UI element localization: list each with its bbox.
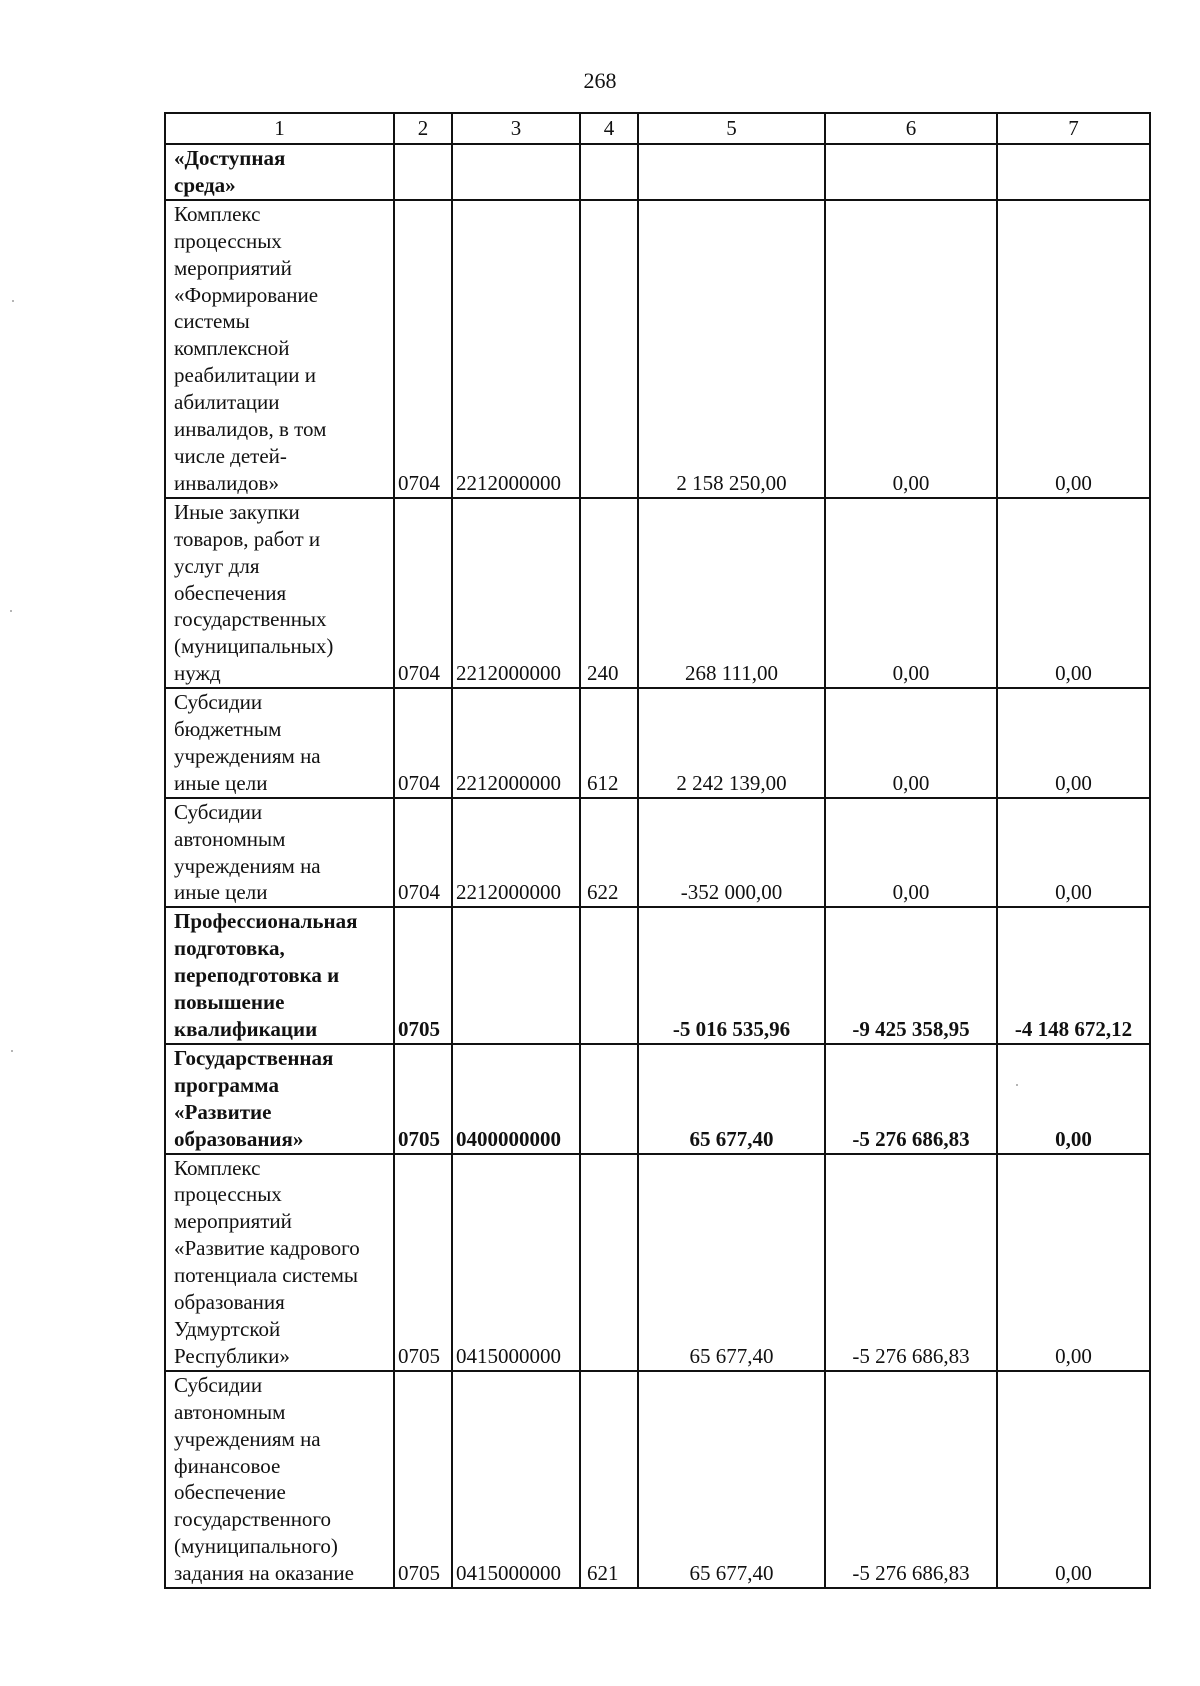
column-number-row: [165, 113, 1150, 144]
expense-type-cell: 240: [580, 498, 638, 688]
amount-col7-cell: 0,00: [997, 798, 1150, 908]
amount-col6-cell: [825, 144, 997, 200]
section-code-cell: 0705: [394, 1044, 452, 1154]
item-name-line: программа: [174, 1072, 279, 1097]
item-name-cell: [165, 144, 394, 200]
column-number-4: 4: [580, 113, 638, 144]
amount-col7-cell: -4 148 672,12: [997, 907, 1150, 1044]
amount-col7-cell: 0,00: [997, 200, 1150, 498]
item-name-line: системы: [174, 309, 250, 334]
expense-type-cell: 612: [580, 688, 638, 798]
item-name-line: учреждениям на: [174, 853, 321, 878]
item-name-line: обеспечения: [174, 580, 287, 605]
amount-col5-cell: 2 158 250,00: [638, 200, 825, 498]
item-name-cell: [165, 1371, 394, 1588]
item-name-line: товаров, работ и: [174, 526, 321, 551]
table-row: [165, 907, 1150, 1044]
scan-artifact-dot: [1016, 1084, 1018, 1086]
item-name-line: числе детей-: [174, 443, 287, 468]
item-name-line: «Формирование: [174, 282, 319, 307]
amount-col5-cell: 65 677,40: [638, 1044, 825, 1154]
item-name-cell: [165, 200, 394, 498]
amount-col5-cell: 65 677,40: [638, 1154, 825, 1371]
section-code-cell: 0704: [394, 688, 452, 798]
expense-type-cell: [580, 200, 638, 498]
item-name-line: мероприятий: [174, 1209, 292, 1234]
column-number-7: 7: [997, 113, 1150, 144]
item-name-line: Субсидии: [174, 1372, 263, 1397]
item-name-line: иные цели: [174, 770, 268, 795]
item-name-line: (муниципальных): [174, 634, 334, 659]
item-name-line: учреждениям на: [174, 1426, 321, 1451]
amount-col6-cell: 0,00: [825, 798, 997, 908]
section-code-cell: [394, 144, 452, 200]
item-name-cell: [165, 1044, 394, 1154]
scan-artifact-dot: [11, 1050, 13, 1052]
item-name-cell: [165, 907, 394, 1044]
table-row: [165, 498, 1150, 688]
item-name-line: процессных: [174, 228, 282, 253]
item-name-line: Профессиональная: [174, 909, 358, 934]
target-article-cell: 0415000000: [452, 1371, 580, 1588]
page-number: 268: [583, 68, 617, 93]
scan-artifact-dot: [10, 610, 12, 612]
item-name-line: среда»: [174, 172, 236, 197]
target-article-cell: [452, 144, 580, 200]
item-name-line: автономным: [174, 1399, 286, 1424]
item-name-line: автономным: [174, 826, 286, 851]
target-article-cell: 2212000000: [452, 498, 580, 688]
item-name-line: «Доступная: [174, 146, 286, 170]
item-name-cell: [165, 1154, 394, 1371]
amount-col6-cell: 0,00: [825, 200, 997, 498]
expense-type-cell: 621: [580, 1371, 638, 1588]
section-code-cell: 0705: [394, 907, 452, 1044]
target-article-cell: [452, 907, 580, 1044]
item-name-line: подготовка,: [174, 936, 285, 961]
item-name-line: «Развитие кадрового: [174, 1236, 360, 1261]
amount-col6-cell: -5 276 686,83: [825, 1044, 997, 1154]
table-row: [165, 1154, 1150, 1371]
table-row: [165, 144, 1150, 200]
amount-col6-cell: -9 425 358,95: [825, 907, 997, 1044]
item-name-line: процессных: [174, 1182, 282, 1207]
item-name-line: бюджетным: [174, 717, 282, 742]
section-code-cell: 0705: [394, 1154, 452, 1371]
item-name-line: инвалидов, в том: [174, 417, 327, 442]
column-number-2: 2: [394, 113, 452, 144]
item-name-line: абилитации: [174, 390, 280, 415]
table-row: [165, 200, 1150, 498]
item-name-line: Иные закупки: [174, 499, 300, 524]
amount-col7-cell: 0,00: [997, 1371, 1150, 1588]
item-name-line: (муниципального): [174, 1534, 338, 1559]
table-body: [165, 113, 1150, 1588]
item-name-line: Субсидии: [174, 799, 263, 824]
amount-col6-cell: 0,00: [825, 498, 997, 688]
item-name-line: образования: [174, 1290, 285, 1315]
item-name-line: комплексной: [174, 336, 290, 361]
item-name-line: повышение: [174, 990, 285, 1015]
expense-type-cell: [580, 144, 638, 200]
table-row: [165, 688, 1150, 798]
section-code-cell: 0704: [394, 798, 452, 908]
target-article-cell: 2212000000: [452, 688, 580, 798]
table-row: [165, 1044, 1150, 1154]
amount-col7-cell: [997, 144, 1150, 200]
item-name-line: Государственная: [174, 1045, 334, 1070]
amount-col5-cell: -352 000,00: [638, 798, 825, 908]
column-number-3: 3: [452, 113, 580, 144]
item-name-cell: [165, 498, 394, 688]
amount-col5-cell: -5 016 535,96: [638, 907, 825, 1044]
amount-col7-cell: 0,00: [997, 1154, 1150, 1371]
item-name-cell: [165, 688, 394, 798]
item-name-line: финансовое: [174, 1453, 281, 1478]
item-name-line: переподготовка и: [174, 963, 340, 988]
budget-table: [164, 112, 1151, 1589]
expense-type-cell: [580, 1154, 638, 1371]
item-name-line: потенциала системы: [174, 1263, 359, 1288]
item-name-line: мероприятий: [174, 255, 292, 280]
amount-col5-cell: 268 111,00: [638, 498, 825, 688]
target-article-cell: 0400000000: [452, 1044, 580, 1154]
section-code-cell: 0705: [394, 1371, 452, 1588]
expense-type-cell: 622: [580, 798, 638, 908]
item-name-line: задания на оказание: [174, 1561, 354, 1586]
target-article-cell: 2212000000: [452, 200, 580, 498]
item-name-line: Удмуртской: [174, 1316, 281, 1341]
column-number-1: 1: [165, 113, 394, 144]
scan-artifact-dot: [12, 300, 14, 302]
target-article-cell: 2212000000: [452, 798, 580, 908]
column-number-6: 6: [825, 113, 997, 144]
item-name-line: обеспечение: [174, 1480, 286, 1505]
amount-col7-cell: 0,00: [997, 688, 1150, 798]
amount-col6-cell: -5 276 686,83: [825, 1154, 997, 1371]
item-name-line: Республики»: [174, 1343, 290, 1368]
item-name-line: государственного: [174, 1507, 332, 1532]
item-name-line: иные цели: [174, 880, 268, 905]
item-name-line: реабилитации и: [174, 363, 316, 388]
item-name-line: Комплекс: [174, 1155, 261, 1180]
section-code-cell: 0704: [394, 498, 452, 688]
item-name-line: инвалидов»: [174, 470, 279, 495]
amount-col6-cell: 0,00: [825, 688, 997, 798]
expense-type-cell: [580, 1044, 638, 1154]
table-row: [165, 798, 1150, 908]
amount-col5-cell: 65 677,40: [638, 1371, 825, 1588]
target-article-cell: 0415000000: [452, 1154, 580, 1371]
item-name-line: образования»: [174, 1126, 304, 1151]
amount-col5-cell: [638, 144, 825, 200]
item-name-line: услуг для: [174, 553, 260, 578]
amount-col7-cell: 0,00: [997, 1044, 1150, 1154]
amount-col6-cell: -5 276 686,83: [825, 1371, 997, 1588]
column-number-5: 5: [638, 113, 825, 144]
item-name-line: государственных: [174, 607, 327, 632]
item-name-line: Субсидии: [174, 690, 263, 715]
item-name-line: нужд: [174, 661, 221, 686]
table-row: [165, 1371, 1150, 1588]
expense-type-cell: [580, 907, 638, 1044]
item-name-line: «Развитие: [174, 1099, 272, 1124]
amount-col7-cell: 0,00: [997, 498, 1150, 688]
item-name-line: Комплекс: [174, 201, 261, 226]
item-name-line: учреждениям на: [174, 743, 321, 768]
amount-col5-cell: 2 242 139,00: [638, 688, 825, 798]
section-code-cell: 0704: [394, 200, 452, 498]
item-name-line: квалификации: [174, 1017, 318, 1041]
item-name-cell: [165, 798, 394, 908]
